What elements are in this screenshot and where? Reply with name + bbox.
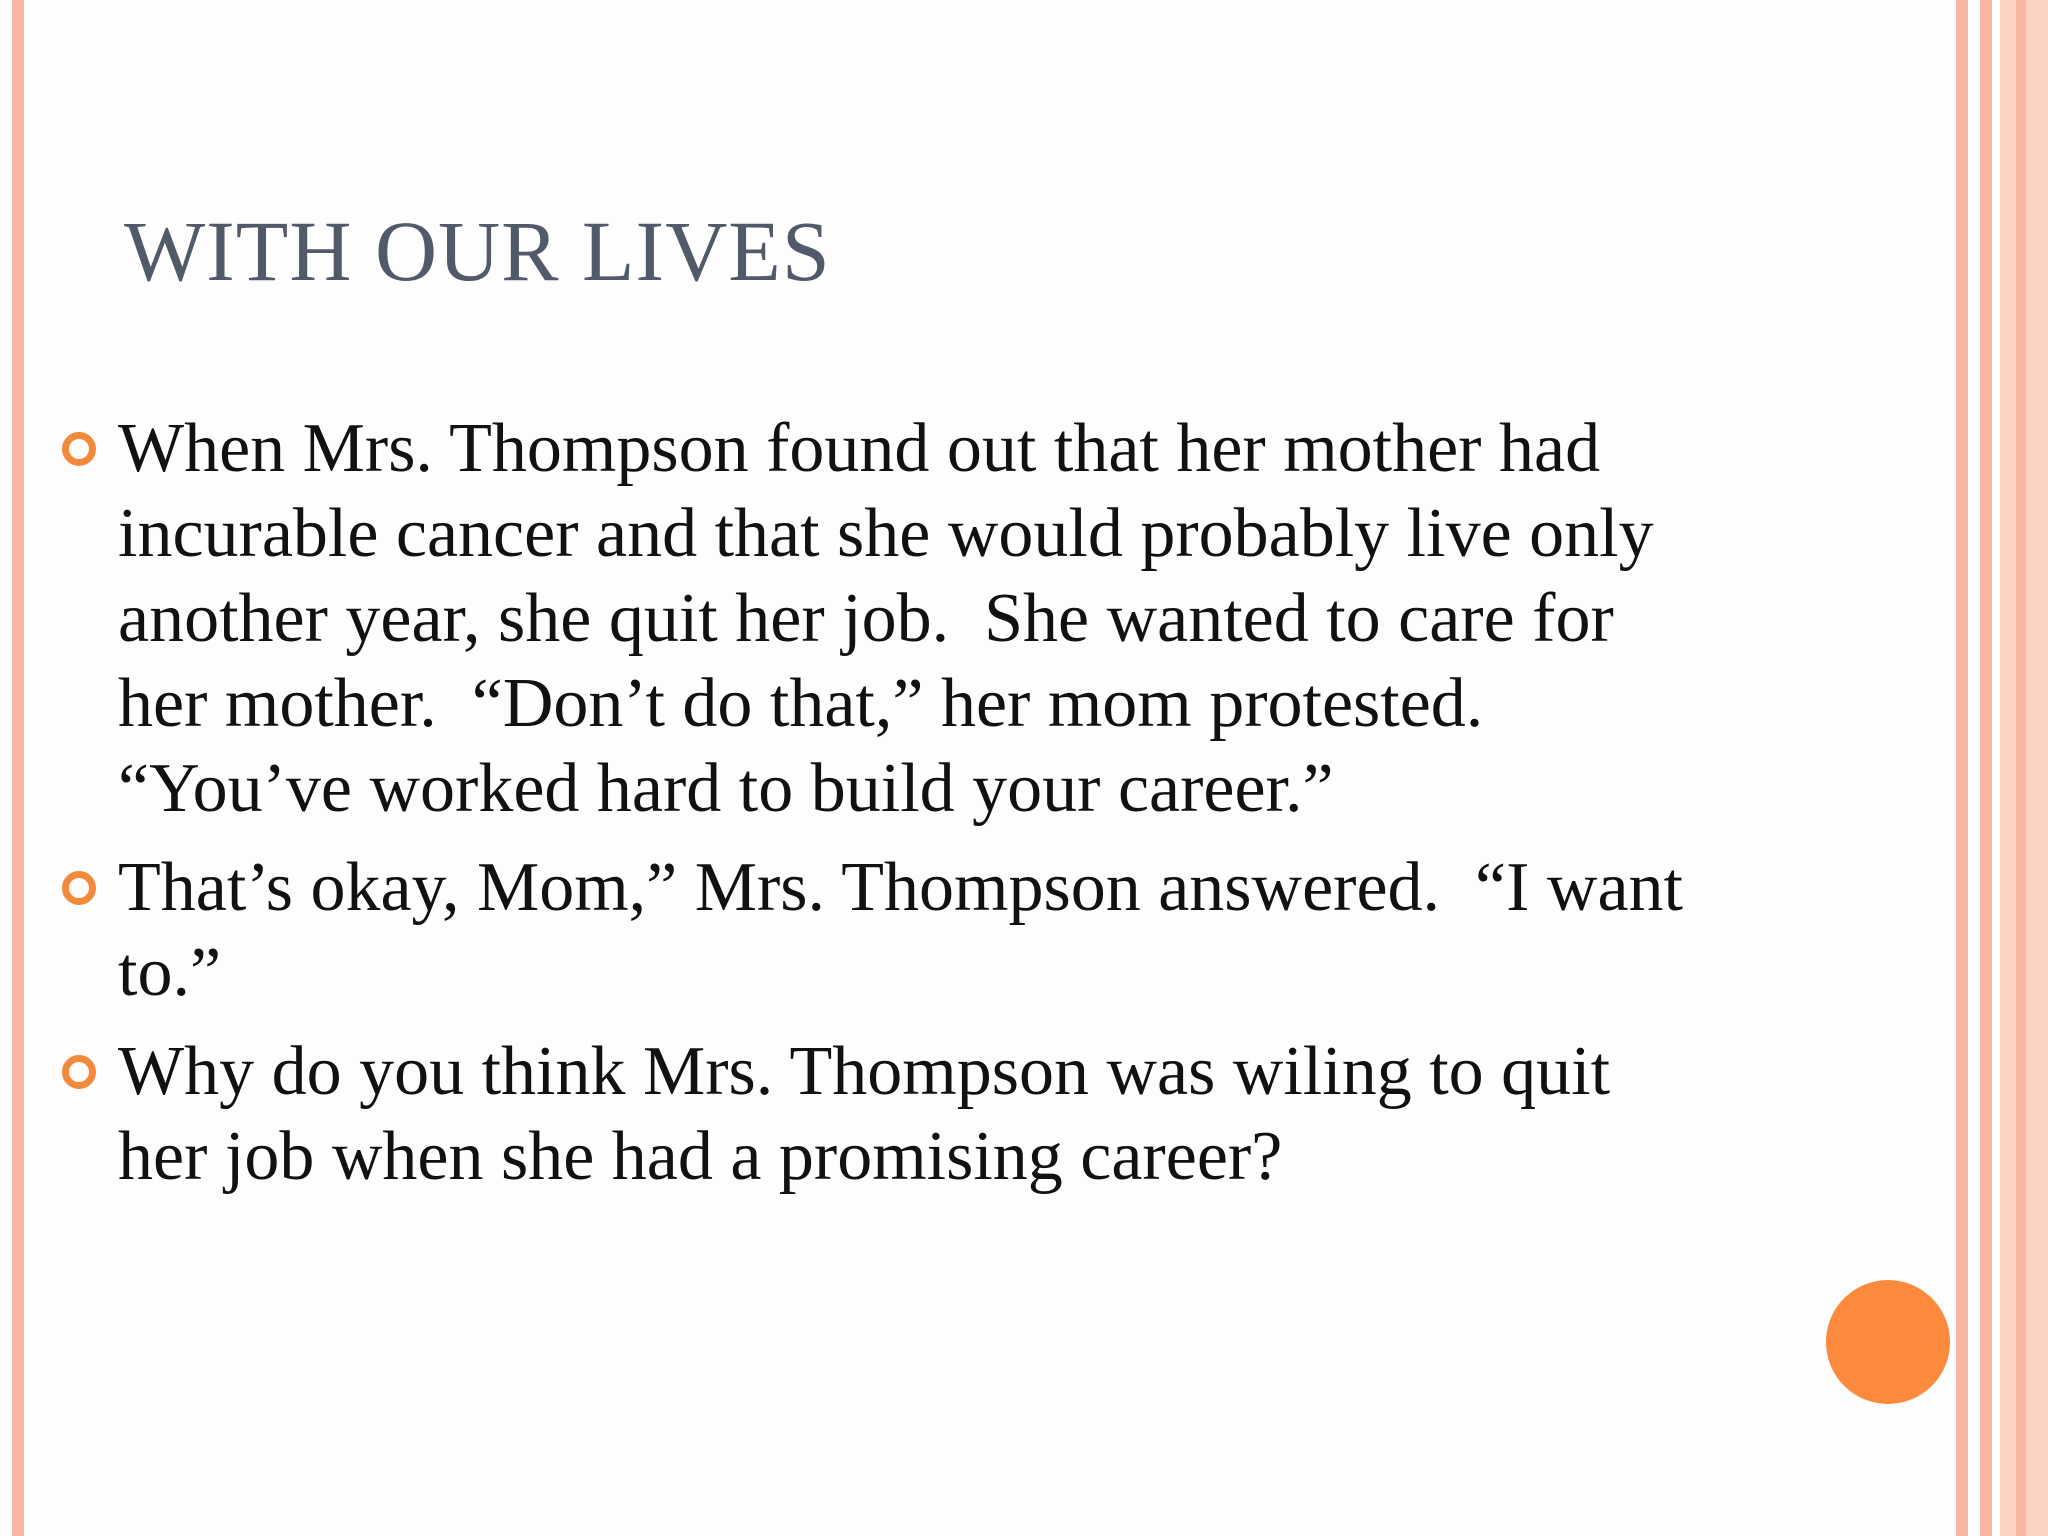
bullet-list xyxy=(60,406,1940,1213)
right-border-stripe-inner xyxy=(1956,0,1968,1536)
left-border-stripe xyxy=(12,0,24,1536)
ring-bullet-icon xyxy=(62,871,96,905)
bullet-text: Why do you think Mrs. Thompson was wiling to quit her job when she had a promising career? xyxy=(118,1033,1611,1195)
right-border-stripe-middle xyxy=(1980,0,1992,1536)
bullet-item-2 xyxy=(60,845,1940,1015)
bullet-text: When Mrs. Thompson found out that her mother had incurable cancer and that she would probably live only another year, she quit her job. She wanted to care for her mother. “Don’t do that,” her mom protested. “You’ve worked hard to build your career.” xyxy=(118,410,1654,827)
right-border-stripe-outer xyxy=(2016,0,2026,1536)
bullet-item-3 xyxy=(60,1029,1940,1199)
ring-bullet-icon xyxy=(62,432,96,466)
bullet-text: That’s okay, Mom,” Mrs. Thompson answered. “I want to.” xyxy=(118,849,1683,1011)
orange-circle-decoration xyxy=(1826,1280,1950,1404)
ring-bullet-icon xyxy=(62,1055,96,1089)
slide-title: WITH OUR LIVES xyxy=(124,203,831,299)
bullet-item-1 xyxy=(60,406,1940,831)
